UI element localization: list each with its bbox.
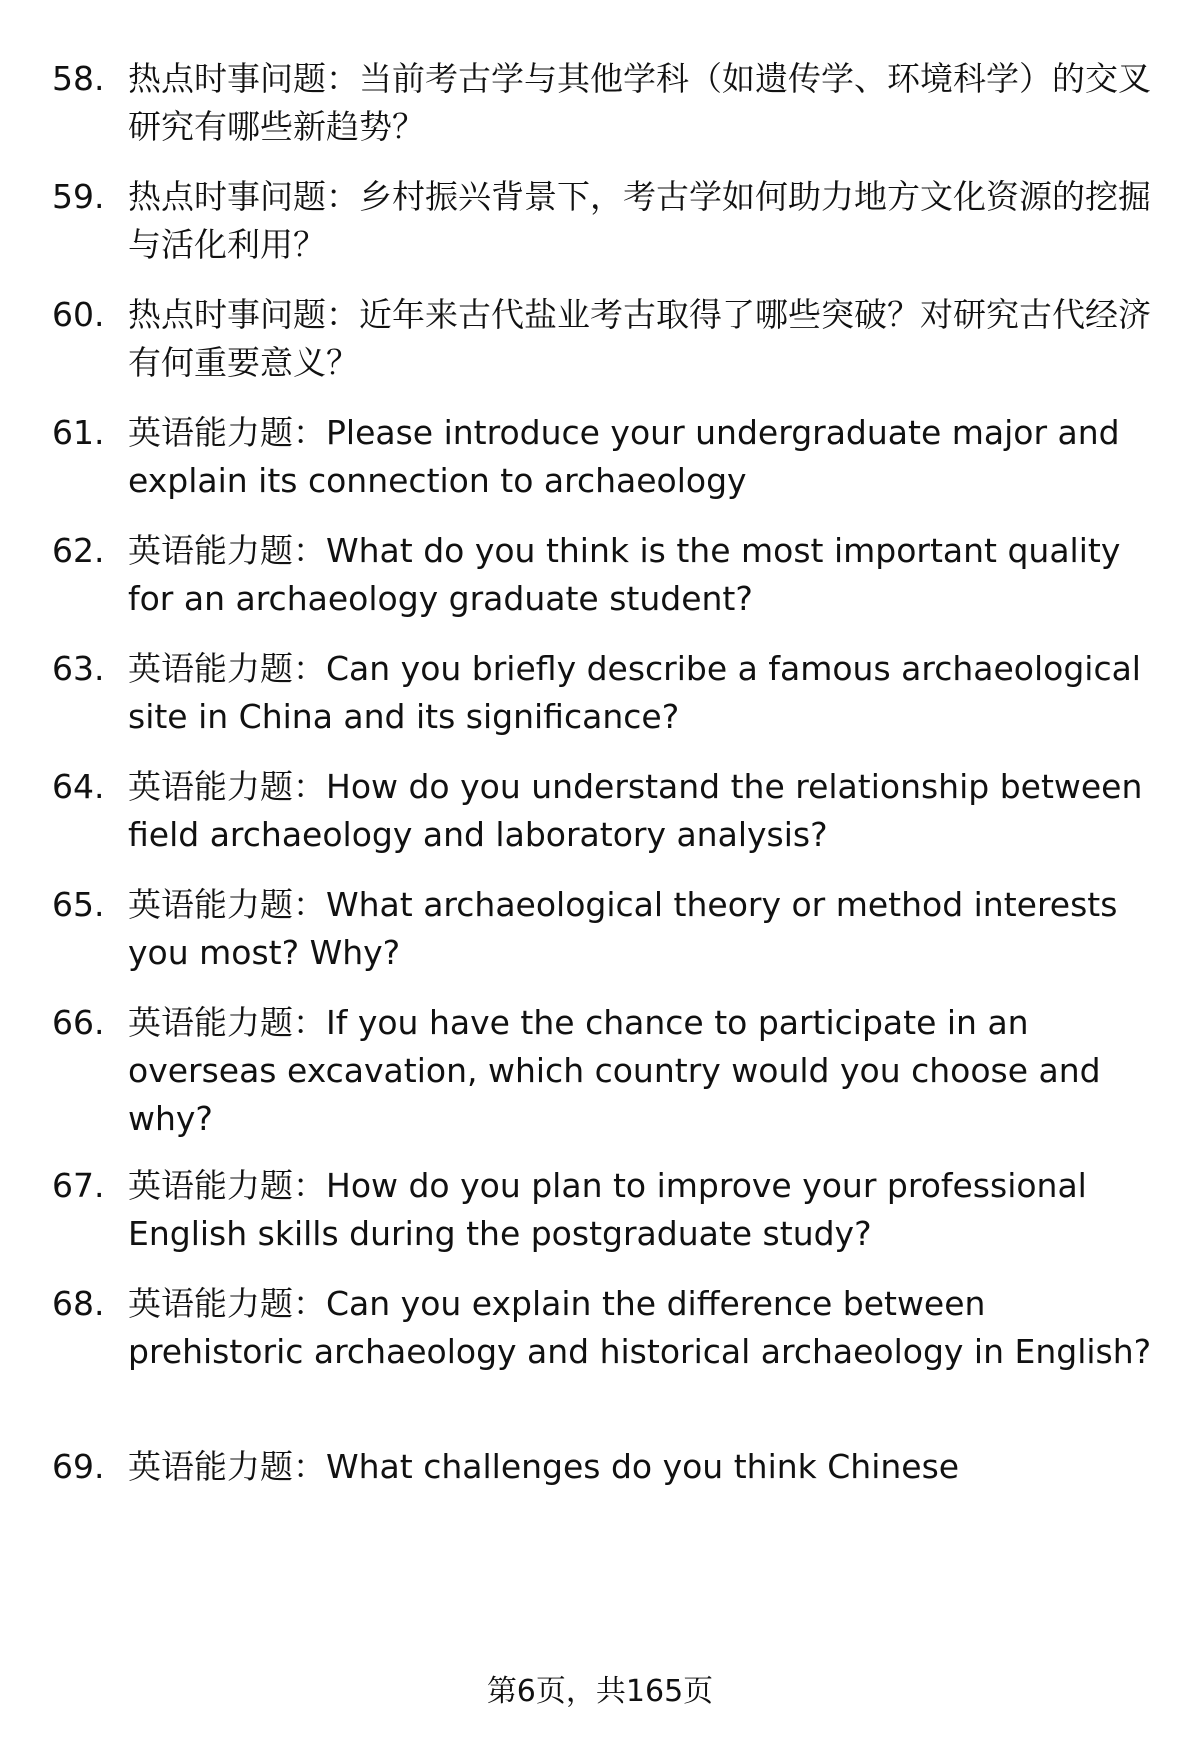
question-number: 59. (52, 177, 105, 216)
question-item (52, 173, 1162, 269)
question-text: 英语能力题：Can you briefly describe a famous archaeological site in China and its significance? (128, 649, 1141, 736)
question-text: 热点时事问题：近年来古代盐业考古取得了哪些突破？对研究古代经济有何重要意义？ (128, 295, 1151, 382)
question-item (52, 1443, 1162, 1491)
question-number: 58. (52, 59, 105, 98)
question-text: 英语能力题：How do you understand the relationship between field archaeology and laboratory analysis? (128, 767, 1143, 854)
question-number: 64. (52, 767, 105, 806)
question-item (52, 881, 1162, 977)
question-number: 60. (52, 295, 105, 334)
question-text: 英语能力题：If you have the chance to participate in an overseas excavation, which country would you choose and why? (128, 1003, 1101, 1138)
question-item (52, 1162, 1162, 1258)
question-text: 热点时事问题：当前考古学与其他学科（如遗传学、环境科学）的交叉研究有哪些新趋势？ (128, 59, 1151, 146)
question-number: 67. (52, 1166, 105, 1205)
question-text: 英语能力题：What challenges do you think Chinese (128, 1447, 960, 1486)
question-item (52, 55, 1162, 151)
question-number: 66. (52, 1003, 105, 1042)
question-text: 英语能力题：Please introduce your undergraduate major and explain its connection to archaeology (128, 413, 1120, 500)
page-footer: 第6页，共165页 (486, 1674, 714, 1709)
question-number: 68. (52, 1284, 105, 1323)
question-item (52, 999, 1162, 1143)
question-text: 英语能力题：What archaeological theory or method interests you most? Why? (128, 885, 1118, 972)
question-text: 英语能力题：Can you explain the difference between prehistoric archaeology and historical archaeology in English? (128, 1284, 1152, 1371)
question-number: 63. (52, 649, 105, 688)
question-text: 热点时事问题：乡村振兴背景下，考古学如何助力地方文化资源的挖掘与活化利用？ (128, 177, 1151, 264)
question-item (52, 645, 1162, 741)
question-text: 英语能力题：How do you plan to improve your professional English skills during the postgraduate study? (128, 1166, 1087, 1253)
question-item (52, 409, 1162, 505)
question-number: 69. (52, 1447, 105, 1486)
question-item (52, 527, 1162, 623)
question-item (52, 1280, 1162, 1376)
question-number: 61. (52, 413, 105, 452)
question-item (52, 763, 1162, 859)
question-item (52, 291, 1162, 387)
question-number: 65. (52, 885, 105, 924)
question-number: 62. (52, 531, 105, 570)
question-text: 英语能力题：What do you think is the most important quality for an archaeology graduate student? (128, 531, 1121, 618)
